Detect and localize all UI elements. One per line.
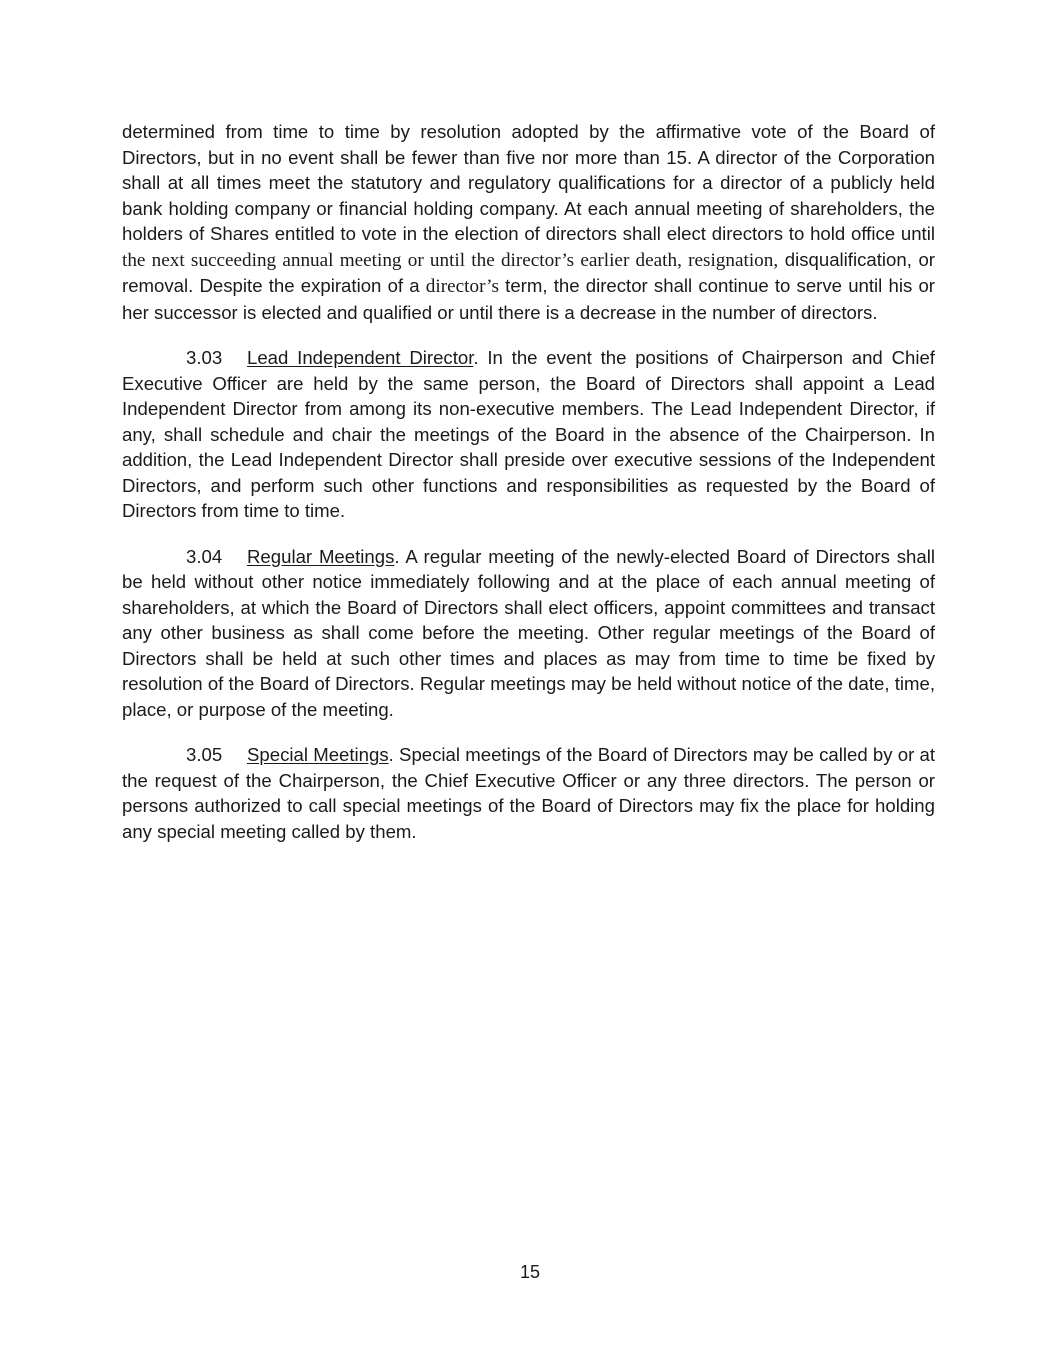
section-body: . A regular meeting of the newly-elected Board of Directors shall be held without other notice immediately following and at the place of each annual meeting of shareholders, at which the Board of Directors shall elect officers, appoint committees and transact any other business as shall come before the meeting. Other regular meetings of the Board of Directors shall be held at such other times and places as may from time to time be fixed by resolution of the Board of Directors. Regular meetings may be held without notice of the date, time, place, or purpose of the meeting. <box>122 545 935 720</box>
paragraph-text: determined from time to time by resolution adopted by the affirmative vote of the Board of Directors, but in no event shall be fewer than five nor more than 15. A director of the Corporation shall at all times meet the statutory and regulatory qualifications for a director of a publicly held bank holding company or financial holding company. At each annual meeting of shareholders, the holders of Shares entitled to vote in the election of directors shall elect directors to hold office until <box>122 121 935 244</box>
page-number: 15 <box>519 1262 541 1282</box>
paragraph-text-serif: director’s <box>425 276 499 297</box>
section-3-05 <box>122 742 935 844</box>
document-body <box>122 119 935 864</box>
section-number: 3.03 <box>186 347 223 368</box>
section-number: 3.04 <box>186 545 223 567</box>
paragraph-text: disqualification, or removal. Despite the expiration of a <box>122 248 935 296</box>
paragraph-director-qualifications <box>122 119 935 325</box>
section-heading: Special Meetings <box>247 744 389 765</box>
section-3-04 <box>122 544 935 723</box>
section-number: 3.05 <box>186 744 223 765</box>
paragraph-text: term, the director shall continue to serve until his or her successor is elected and qualified or until there is a decrease in the number of directors. <box>122 275 935 323</box>
paragraph-text-serif: the next succeeding annual meeting or until the director’s earlier death, resignation, <box>122 249 779 271</box>
section-heading: Lead Independent Director <box>247 347 474 368</box>
section-body: . In the event the positions of Chairperson and Chief Executive Officer are held by the same person, the Board of Directors shall appoint a Lead Independent Director from among its non-executive members. The Lead Independent Director, if any, shall schedule and chair the meetings of the Board in the absence of the Chairperson. In addition, the Lead Independent Director shall preside over executive sessions of the Independent Directors, and perform such other functions and responsibilities as requested by the Board of Directors from time to time. <box>122 347 935 521</box>
section-3-03 <box>122 345 935 524</box>
section-heading: Regular Meetings <box>247 545 395 567</box>
section-body: . Special meetings of the Board of Directors may be called by or at the request of the Chairperson, the Chief Executive Officer or any three directors. The person or persons authorized to call special meetings of the Board of Directors may fix the place for holding any special meeting called by them. <box>122 744 935 842</box>
